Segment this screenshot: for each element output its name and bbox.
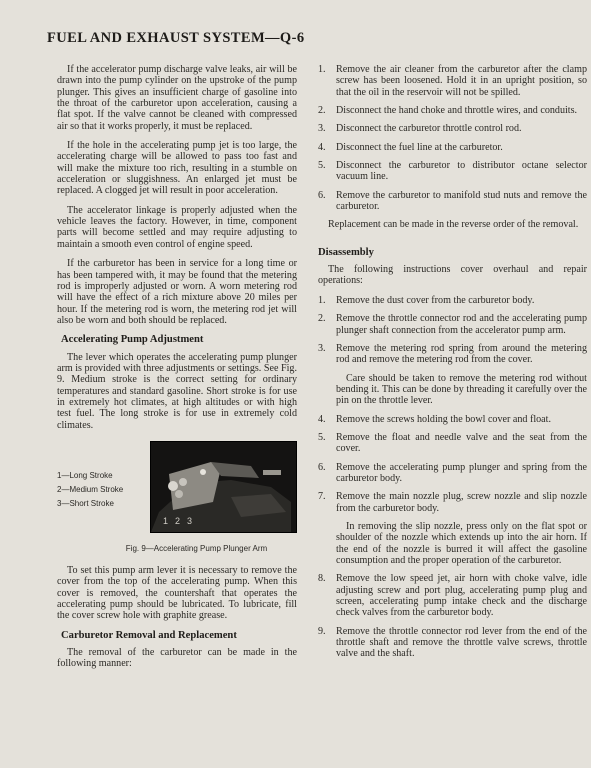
photo-number: 2 xyxy=(175,515,181,526)
pump-arm-illustration xyxy=(151,442,296,532)
list-item: 8. Remove the low speed jet, air horn with choke valve, idle adjusting screw and port plug, accelerating pump plug and screen, accelerating pump intake check and the discharge check valves from the carburetor body. xyxy=(318,573,587,619)
paragraph: The accelerator linkage is properly adjusted when the vehicle leaves the factory. However, in time, component parts will become settled and may require adjusting to maintain a smooth even control of engine speed. xyxy=(57,204,297,250)
disassembly-steps-final xyxy=(318,573,587,659)
list-item: 1. Remove the air cleaner from the carburetor after the clamp screw has been loosened. Hold it in an upright position, so that the oil in the reservoir will not be spilled. xyxy=(318,64,587,98)
right-column xyxy=(318,64,587,667)
paragraph: The removal of the carburetor can be made in the following manner: xyxy=(57,647,297,670)
page-header: FUEL AND EXHAUST SYSTEM—Q-6 xyxy=(47,30,305,46)
list-item: 3. Disconnect the carburetor throttle control rod. xyxy=(318,123,522,135)
figure-label: 3—Short Stroke xyxy=(57,498,114,508)
paragraph: The following instructions cover overhaul and repair operations: xyxy=(318,264,587,287)
photo-number: 1 xyxy=(163,515,169,526)
list-item: 2. Remove the throttle connector rod and the accelerating pump plunger shaft connection from the accelerator pump arm. xyxy=(318,313,587,336)
list-item: 6. Remove the accelerating pump plunger and spring from the carburetor body. xyxy=(318,461,587,484)
paragraph: To set this pump arm lever it is necessary to remove the cover from the top of the accelerating pump. When this cover is removed, the countershaft that operates the accelerating pump should be lubricated. To lubricate, fill the cover screw hole with graphite grease. xyxy=(57,564,297,622)
list-item: 9. Remove the throttle connector rod lever from the end of the throttle shaft and remove the throttle valve screws, throttle valve and the shaft. xyxy=(318,625,587,660)
note-paragraph: In removing the slip nozzle, press only on the flat spot or shoulder of the nozzle which extends up into the air horn. If the end of the nozzle is burred it will affect the gasoline consumption and the proper operation of the carburetor. xyxy=(336,520,587,566)
list-item: 6. Remove the carburetor to manifold stud nuts and remove the carburetor. xyxy=(318,189,587,213)
list-item: 4. Remove the screws holding the bowl cover and float. xyxy=(318,413,551,425)
figure-label: 2—Medium Stroke xyxy=(57,484,124,494)
paragraph: If the accelerator pump discharge valve leaks, air will be drawn into the pump cylinder on the upstroke of the pump plunger. This gives an insufficient charge of gasoline into the throat of the carburetor upon acceleration, causing a flat spot. If the valve cannot be cleaned with compressed air so that it works properly, it must be replaced. xyxy=(57,64,297,132)
left-column xyxy=(57,64,297,678)
removal-steps xyxy=(318,64,587,212)
list-item: 7. Remove the main nozzle plug, screw nozzle and slip nozzle from the carburetor body. xyxy=(318,491,587,514)
section-heading-carburetor-removal: Carburetor Removal and Replacement xyxy=(61,629,237,641)
disassembly-steps-continued xyxy=(318,414,587,514)
paragraph: Replacement can be made in the reverse order of the removal. xyxy=(328,219,579,231)
figure-caption: Fig. 9—Accelerating Pump Plunger Arm xyxy=(125,543,268,553)
paragraph: If the carburetor has been in service for a long time or has been tampered with, it may be found that the metering rod is improperly adjusted or worn. A worn metering rod will have the effect of a rich mixture above 20 miles per hour. If the metering rod is worn, the metering rod jet will also be worn and both should be replaced. xyxy=(57,258,297,326)
pump-arm-photo xyxy=(150,441,297,533)
section-heading-disassembly: Disassembly xyxy=(318,246,374,258)
list-item: 4. Disconnect the fuel line at the carburetor. xyxy=(318,141,503,153)
paragraph: If the hole in the accelerating pump jet is too large, the accelerating charge will be allowed to pass too fast and will make the mixture too rich, resulting in a stumble on acceleration or sluggishness. An enlarged jet must be replaced. A clogged jet will result in poor acceleration. xyxy=(57,140,297,197)
disassembly-steps xyxy=(318,295,587,366)
note-paragraph: Care should be taken to remove the metering rod without bending it. This can be done by threading it carefully over the pin on the throttle lever. xyxy=(336,372,587,407)
photo-number: 3 xyxy=(187,515,193,526)
figure-label: 1—Long Stroke xyxy=(57,470,113,480)
list-item: 3. Remove the metering rod spring from around the metering rod and remove the metering rod from the cover. xyxy=(318,342,587,366)
section-heading-pump-adjustment: Accelerating Pump Adjustment xyxy=(61,334,204,346)
list-item: 2. Disconnect the hand choke and throttle wires, and conduits. xyxy=(318,105,578,117)
list-item: 1. Remove the dust cover from the carburetor body. xyxy=(318,294,535,306)
figure-legend xyxy=(57,469,123,511)
figure-9 xyxy=(57,441,297,559)
list-item: 5. Remove the float and needle valve and the seat from the cover. xyxy=(318,431,587,455)
list-item: 5. Disconnect the carburetor to distributor octane selector vacuum line. xyxy=(318,160,587,183)
paragraph: The lever which operates the accelerating pump plunger arm is provided with three adjustments or settings. See Fig. 9. Medium stroke is the correct setting for ordinary temperatures and standard gasoline. Short stroke is for use in extremely hot climates, at high altitudes or with high test fuel. The long stroke is for use in extremely cold climates. xyxy=(57,351,297,431)
